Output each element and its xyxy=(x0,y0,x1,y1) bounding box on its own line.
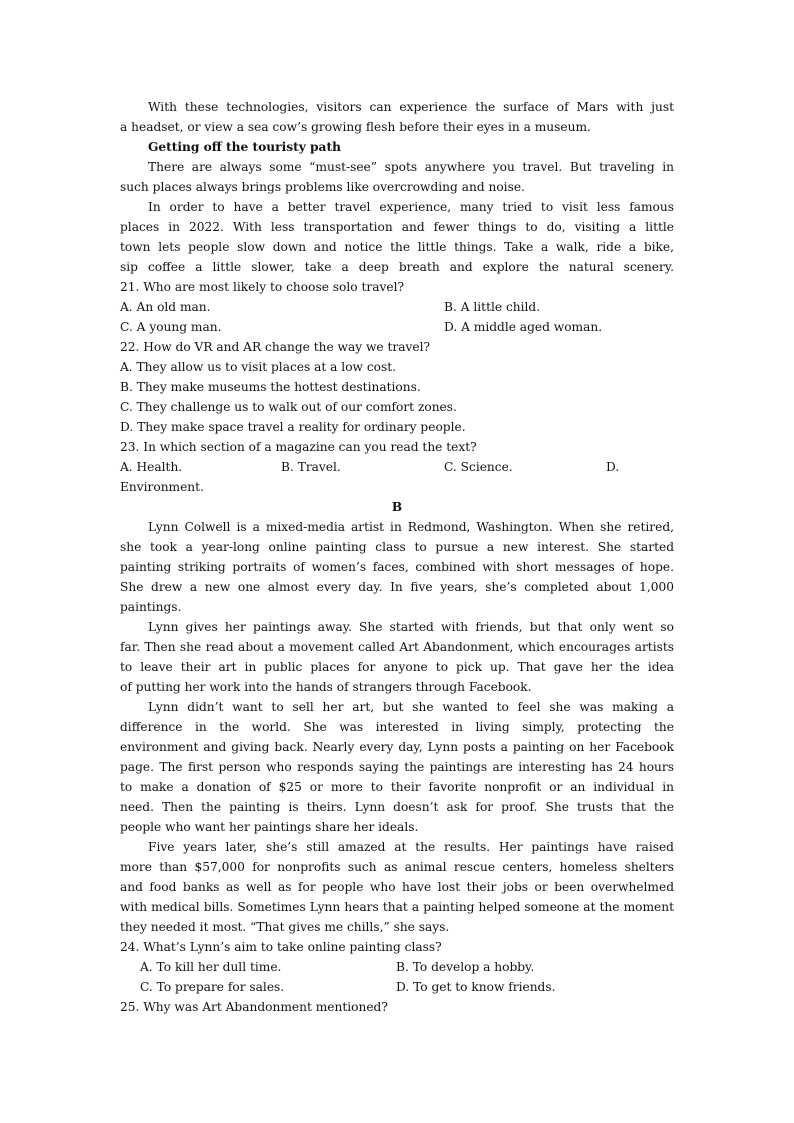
passage-line: She drew a new one almost every day. In five years, she’s completed about 1,000 xyxy=(120,580,674,594)
option-23-d[interactable]: D. xyxy=(606,460,620,474)
option-21-c[interactable]: C. A young man. xyxy=(120,320,222,334)
section-heading: B xyxy=(391,500,403,514)
option-24-d[interactable]: D. To get to know friends. xyxy=(396,980,556,994)
option-23-d-text[interactable]: Environment. xyxy=(120,480,204,494)
passage-line: far. Then she read about a movement called Art Abandonment, which encourages artists xyxy=(120,640,674,654)
passage-line: town lets people slow down and notice the little things. Take a walk, ride a bike, xyxy=(120,240,674,254)
passage-line: environment and giving back. Nearly every day, Lynn posts a painting on her Facebook xyxy=(120,740,674,754)
option-21-d[interactable]: D. A middle aged woman. xyxy=(444,320,603,334)
passage-line: people who want her paintings share her ideals. xyxy=(120,820,419,834)
option-22-b[interactable]: B. They make museums the hottest destinations. xyxy=(120,380,421,394)
passage-line: of putting her work into the hands of strangers through Facebook. xyxy=(120,680,532,694)
option-24-b[interactable]: B. To develop a hobby. xyxy=(396,960,535,974)
option-22-d[interactable]: D. They make space travel a reality for ordinary people. xyxy=(120,420,466,434)
passage-line: she took a year-long online painting class to pursue a new interest. She started xyxy=(120,540,674,554)
passage-line: with medical bills. Sometimes Lynn hears that a painting helped someone at the moment xyxy=(120,900,674,914)
question-21: 21. Who are most likely to choose solo travel? xyxy=(120,280,405,294)
passage-line: page. The first person who responds saying the paintings are interesting has 24 hours xyxy=(120,760,674,774)
passage-line: places in 2022. With less transportation and fewer things to do, visiting a little xyxy=(120,220,674,234)
passage-line: painting striking portraits of women’s faces, combined with short messages of hope. xyxy=(120,560,674,574)
subheading: Getting off the touristy path xyxy=(148,140,341,154)
passage-line: more than $57,000 for nonprofits such as animal rescue centers, homeless shelters xyxy=(120,860,674,874)
passage-line: difference in the world. She was interested in living simply, protecting the xyxy=(120,720,674,734)
passage-line: need. Then the painting is theirs. Lynn doesn’t ask for proof. She trusts that the xyxy=(120,800,674,814)
passage-line: they needed it most. “That gives me chills,” she says. xyxy=(120,920,450,934)
passage-line: With these technologies, visitors can experience the surface of Mars with just xyxy=(148,100,674,114)
passage-line: to leave their art in public places for anyone to pick up. That gave her the idea xyxy=(120,660,674,674)
question-25: 25. Why was Art Abandonment mentioned? xyxy=(120,1000,388,1014)
question-24: 24. What’s Lynn’s aim to take online painting class? xyxy=(120,940,442,954)
option-22-a[interactable]: A. They allow us to visit places at a low cost. xyxy=(120,360,397,374)
option-21-a[interactable]: A. An old man. xyxy=(120,300,211,314)
passage-line: There are always some “must-see” spots anywhere you travel. But traveling in xyxy=(148,160,674,174)
passage-line: In order to have a better travel experience, many tried to visit less famous xyxy=(148,200,674,214)
passage-line: to make a donation of $25 or more to their favorite nonprofit or an individual in xyxy=(120,780,674,794)
question-22: 22. How do VR and AR change the way we travel? xyxy=(120,340,431,354)
passage-line: Lynn didn’t want to sell her art, but she wanted to feel she was making a xyxy=(148,700,674,714)
option-22-c[interactable]: C. They challenge us to walk out of our comfort zones. xyxy=(120,400,457,414)
passage-line: Lynn gives her paintings away. She started with friends, but that only went so xyxy=(148,620,674,634)
passage-line: sip coffee a little slower, take a deep breath and explore the natural scenery. xyxy=(120,260,674,274)
passage-line: paintings. xyxy=(120,600,182,614)
option-21-b[interactable]: B. A little child. xyxy=(444,300,541,314)
option-23-c[interactable]: C. Science. xyxy=(444,460,513,474)
option-23-a[interactable]: A. Health. xyxy=(120,460,183,474)
passage-line: a headset, or view a sea cow’s growing flesh before their eyes in a museum. xyxy=(120,120,591,134)
option-23-b[interactable]: B. Travel. xyxy=(281,460,341,474)
question-23: 23. In which section of a magazine can you read the text? xyxy=(120,440,477,454)
passage-line: such places always brings problems like overcrowding and noise. xyxy=(120,180,525,194)
passage-line: Five years later, she’s still amazed at the results. Her paintings have raised xyxy=(148,840,674,854)
option-24-a[interactable]: A. To kill her dull time. xyxy=(140,960,282,974)
passage-line: and food banks as well as for people who have lost their jobs or been overwhelmed xyxy=(120,880,674,894)
passage-line: Lynn Colwell is a mixed-media artist in Redmond, Washington. When she retired, xyxy=(148,520,674,534)
option-24-c[interactable]: C. To prepare for sales. xyxy=(140,980,285,994)
